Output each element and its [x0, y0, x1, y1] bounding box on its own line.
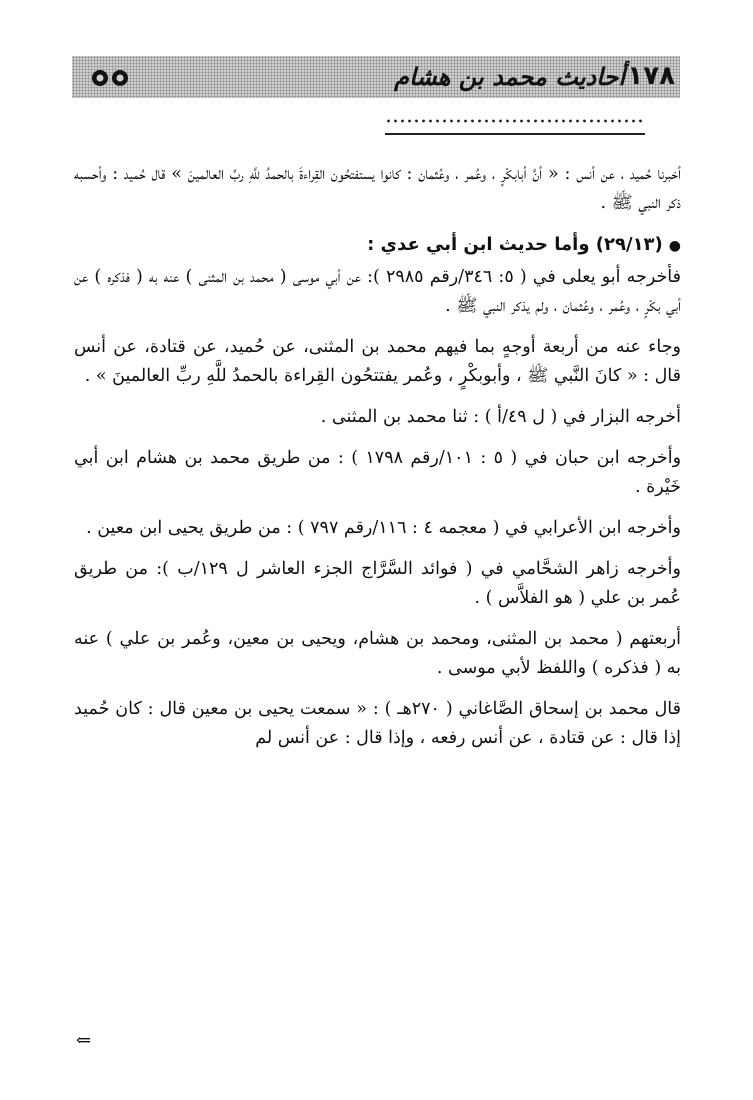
continue-arrow-icon: ⇐ [76, 1030, 92, 1051]
header-rule [385, 133, 645, 135]
paragraph: وأخرجه ابن الأعرابي في ( معجمه ٤ : ١١٦/رقم ٧٩٧ ) : من طريق يحيى ابن معين . [86, 518, 681, 538]
paragraph: وجاء عنه من أربعة أوجهٍ بما فيهم محمد بن المثنى، عن حُميد، عن قتادة، عن أنس قال : « كانَ النَّبي ﷺ ، وأبوبكْرٍ ، وعُمر يفتتحُون القِراءة بالحمدُ للَّهِ ربِّ العالمينَ » . [74, 337, 681, 386]
paragraph: أربعتهم ( محمد بن المثنى، ومحمد بن هشام، ويحيى بن معين، وعُمر بن علي ) عنه به ( فذكره ) واللفظ لأبي موسى . [74, 629, 681, 678]
bullet-icon: ● [668, 238, 681, 254]
header-ornament-icon [88, 68, 132, 88]
paragraph: وأخرجه ابن حبان في ( ٥ : ١٠١/رقم ١٧٩٨ ) : من طريق محمد بن هشام ابن أبي خَيْرة . [74, 448, 682, 497]
body-text [74, 160, 681, 765]
paragraph: أخبرنا حُميد ، عن أنس : « أنَّ أبابكْرٍ ، وعُمر ، وعُثمان : كانوا يستفتحُون القِراءةَ بالحمدُ للَّهِ ربِّ العالمينَ » قال حُميد : وأحسبه ذكر النبي ﷺ . [74, 164, 681, 213]
page-number: ١٧٨ [627, 61, 675, 91]
dotted-separator [385, 118, 645, 124]
running-header-title: أحاديث محمد بن هشام [394, 63, 625, 91]
section-heading: ●(٢٩/١٣) وأما حديث ابن أبي عدي : [367, 234, 681, 255]
paragraph: قال محمد بن إسحاق الصَّاغاني ( ٢٧٠هـ ) : « سمعت يحيى بن معين قال : كان حُميد إذا قال : عن قتادة ، عن أنس رفعه ، وإذا قال : عن أنس لم [74, 699, 681, 748]
paragraph: أخرجه البزار في ( ل ٤٩/أ ) : ثنا محمد بن المثنى . [320, 407, 681, 427]
paragraph: وأخرجه زاهر الشحَّامي في ( فوائد السَّرَّاج الجزء العاشر ل ١٢٩/ب ): من طريق عُمر بن علي ( هو الفلاَّس ) . [74, 559, 681, 608]
paragraph: فأخرجه أبو يعلى في ( ٥: ٣٤٦/رقم ٢٩٨٥ ): عن أبي موسى ( محمد بن المثنى ) عنه به ( فذكره ) عن أبي بكْرٍ ، وعُمر ، وعُثمان ، ولم يذكر النبي ﷺ . [74, 267, 682, 316]
